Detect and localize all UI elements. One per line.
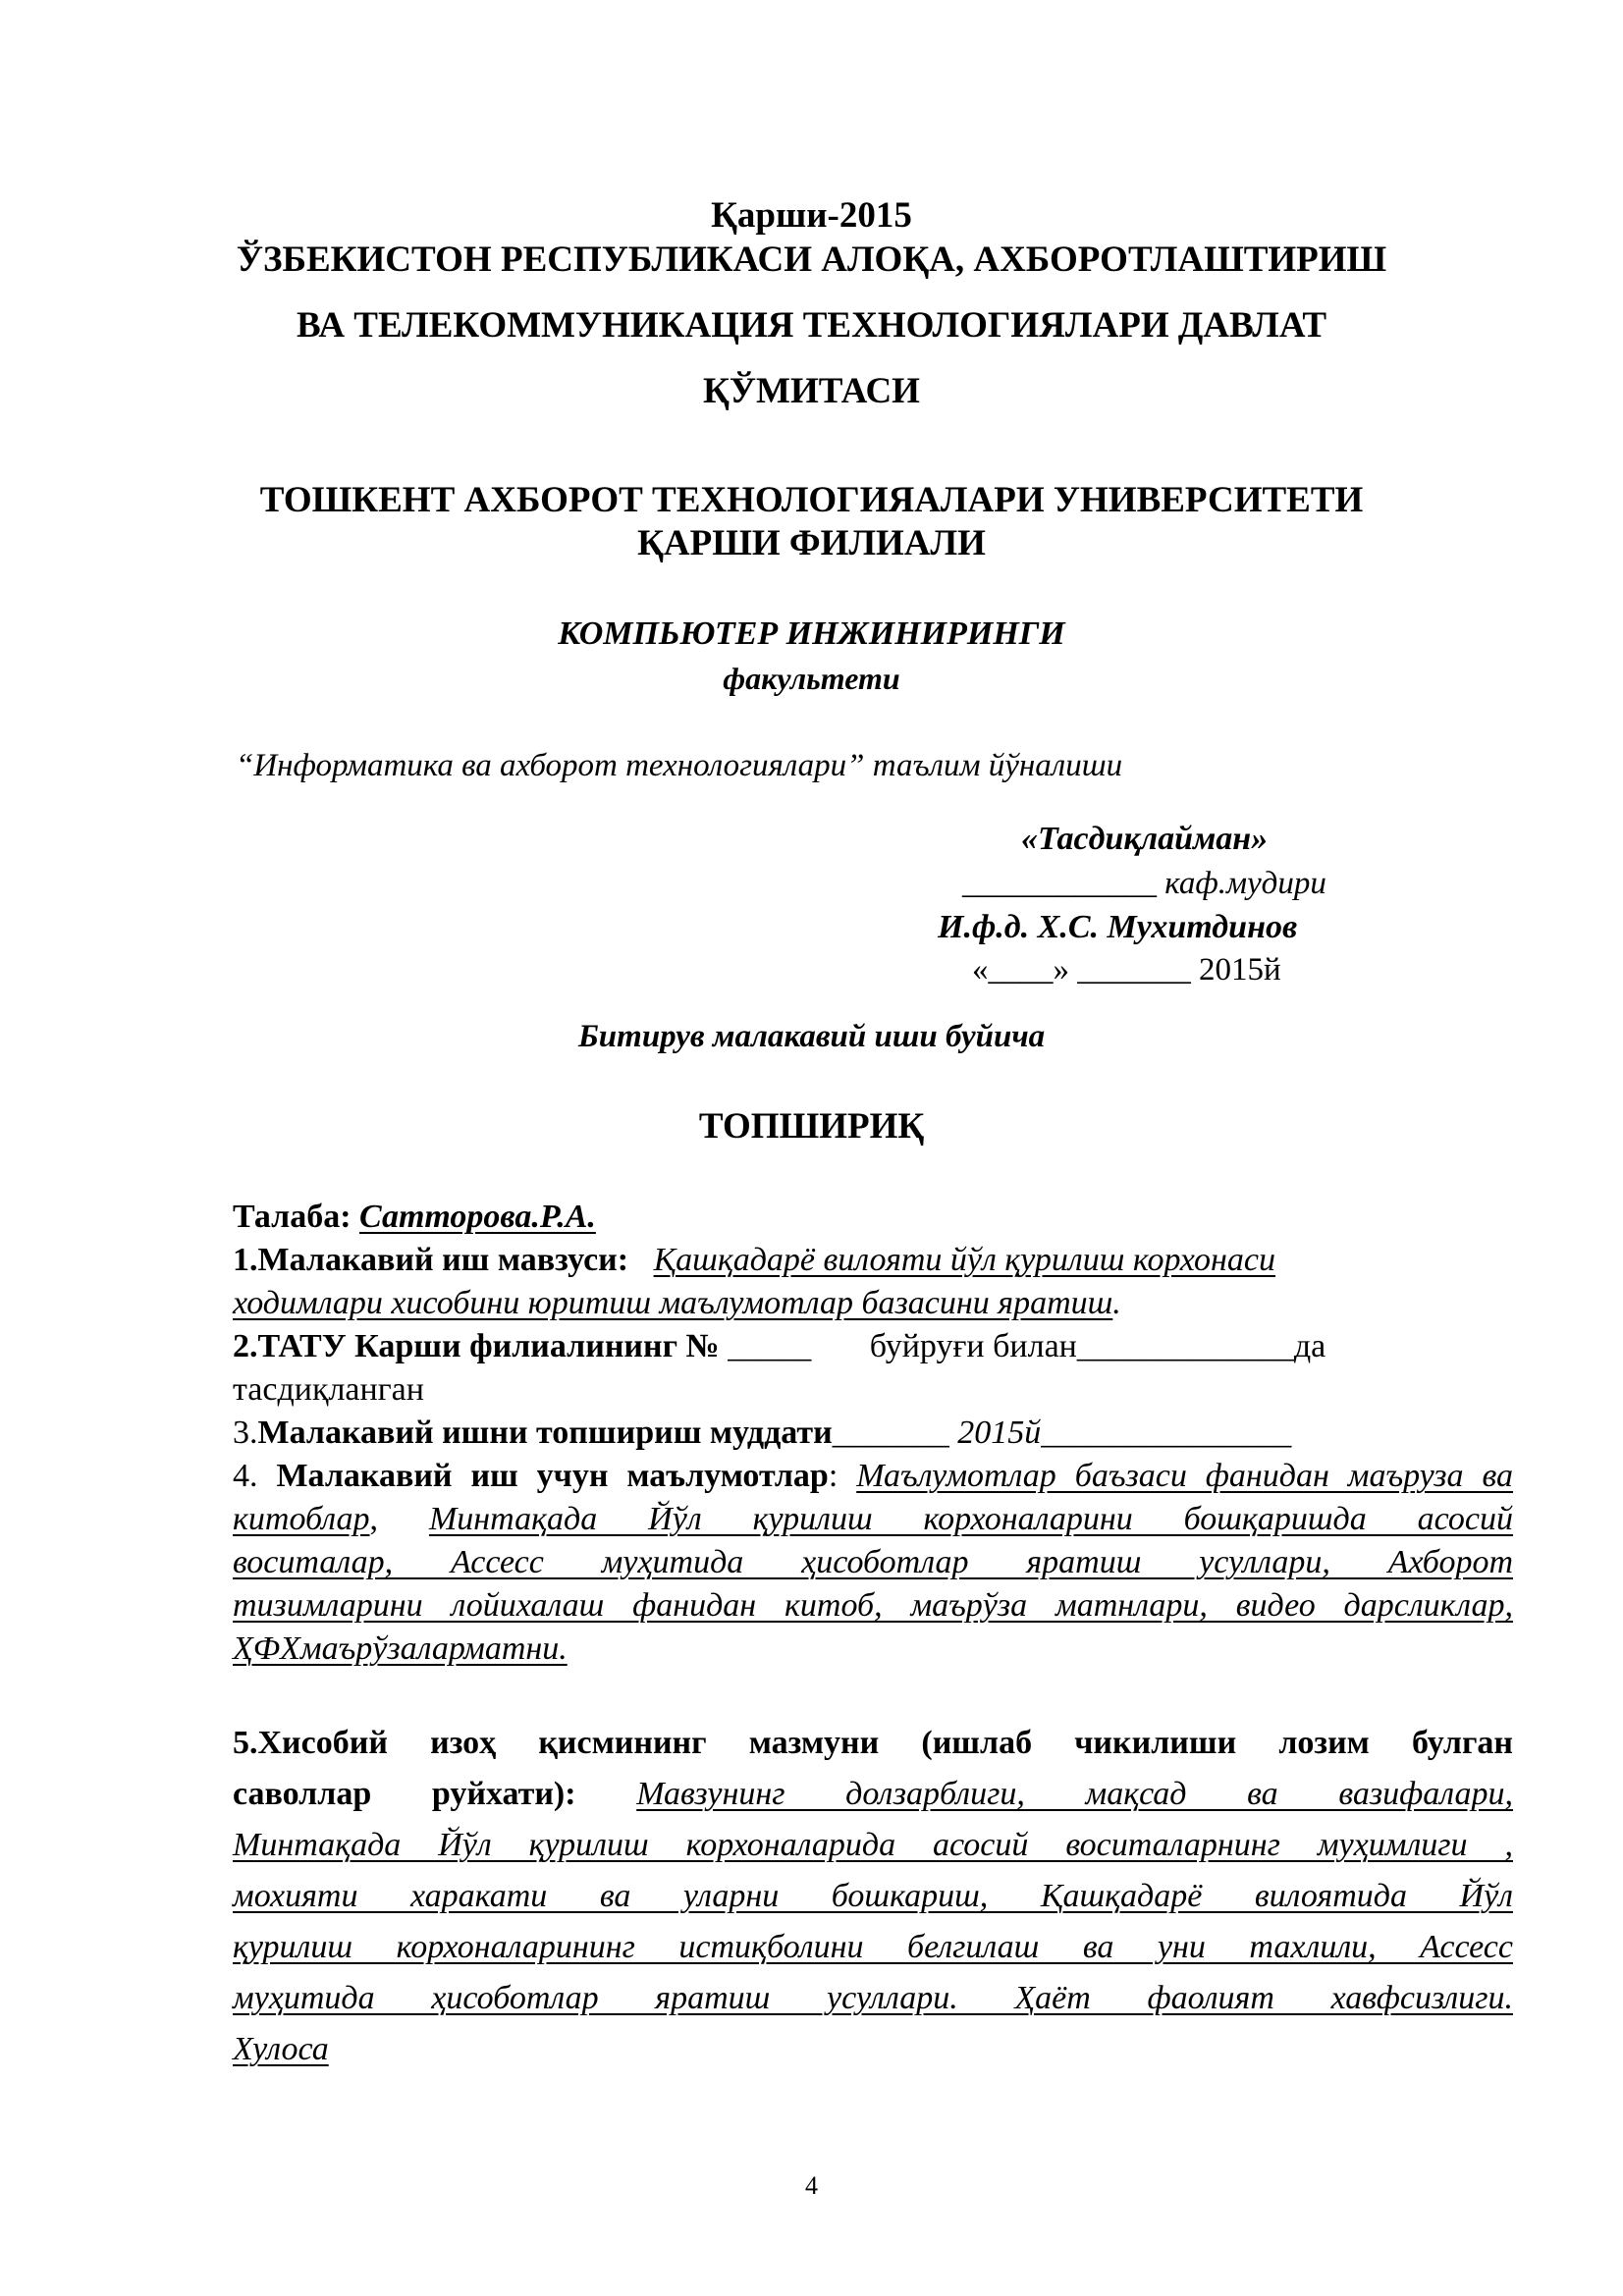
approval-head-line: ____________ каф.мудири — [962, 866, 1326, 901]
item4-label: Малакавий иш учун маълумотлар — [276, 1458, 829, 1494]
item5-line5: қурилиш корхоналарининг истиқболини белгилаш ва уни тахлили, Ассесс — [233, 1929, 1513, 1965]
item3-label: Малакавий ишни топшириш муддати — [257, 1415, 833, 1451]
university-line-2: ҚАРШИ ФИЛИАЛИ — [637, 523, 986, 563]
item5-line3: Минтақада Йўл қурилиш корхоналарида асосий воситаларнинг муҳимлиги , — [233, 1827, 1513, 1863]
item5-line7: Хулоса — [233, 2031, 329, 2067]
subtitle: Битирув малакавий иши буйича — [577, 1019, 1046, 1054]
item1-line2: ходимлари хисобини юритиш маълумотлар базасини яратиш. — [233, 1285, 1121, 1321]
item4-line2b: Минтақада Йўл қурилиш корхоналарини бошқаришда асосий — [428, 1501, 1514, 1537]
item3-year: 2015й — [957, 1415, 1042, 1451]
item1-topic-line1: Қашқадарё вилояти йўл қурилиш корхонаси — [653, 1242, 1276, 1278]
page-number: 4 — [805, 2171, 818, 2200]
item2-label: 2.ТАТУ Карши филиалининг № — [233, 1328, 720, 1364]
item5-label-line1: 5.Хисобий изоҳ қисмининг мазмуни (ишлаб чикилиши лозим булган — [233, 1725, 1513, 1761]
student-row — [233, 1196, 596, 1239]
committee-line-2: ВА ТЕЛЕКОММУНИКАЦИЯ ТЕХНОЛОГИЯЛАРИ ДАВЛАТ — [296, 305, 1327, 346]
approval-date: «____» _______ 2015й — [972, 952, 1281, 988]
item2-line2: тасдиқланган — [233, 1371, 424, 1408]
item4-line1: Маълумотлар баъзаси фанидан маъруза ва — [856, 1458, 1514, 1494]
item1-label: 1.Малакавий иш мавзуси — [233, 1242, 618, 1278]
item4-line2a: китоблар — [233, 1501, 370, 1537]
place-year: Қарши-2015 — [711, 195, 912, 236]
student-name: Сатторова.Р.А. — [359, 1199, 596, 1235]
item4-line4: тизимларини лойихалаш фанидан китоб, маърўза матнлари, видео дарсликлар, — [233, 1587, 1513, 1624]
faculty-name: КОМПЬЮТЕР ИНЖИНИРИНГИ — [558, 615, 1065, 652]
approval-title: «Тасдиқлайман» — [1021, 821, 1269, 857]
item4-block: 4. Малакавий иш учун маълумотлар: Маълумотлар баъзаси фанидан маъруза ва китоблар, Минтақада Йўл қурилиш корхоналарини бошқаришда асосий воситалар, Ассесс муҳитида ҳисоботлар яратиш усуллари, Ахборот тизимларини лойихалаш фанидан китоб, маърўза матнлари, видео дарсликлар, ҲФХмаърўзалармaтни. — [233, 1458, 1514, 1667]
item5-label-line2: саволлар руйхати): — [233, 1776, 576, 1812]
university-line-1: ТОШКЕНТ АХБОРОТ ТЕХНОЛОГИЯАЛАРИ УНИВЕРСИТЕТИ — [259, 480, 1364, 520]
item2-text: буйруғи билан — [869, 1328, 1077, 1364]
item4-line3: воситалар, Ассесс муҳитида ҳисоботлар яратиш усуллари, Ахборот — [233, 1544, 1513, 1580]
item5-text-line2: Мавзунинг долзарблиги, мақсад ва вазифалари, — [636, 1776, 1514, 1812]
student-label: Талаба: — [233, 1199, 352, 1235]
faculty-word: факультети — [723, 661, 900, 696]
committee-line-1: ЎЗБЕКИСТОН РЕСПУБЛИКАСИ АЛОҚА, АХБОРОТЛАШТИРИШ — [236, 240, 1387, 280]
item3-line: 3.Малакавий ишни топшириш муддати_______ 2015й_______________ — [233, 1415, 1292, 1451]
item5-line6: муҳитида ҳисоботлар яратиш усуллари. Ҳаёт фаолият хавфсизлиги. — [233, 1980, 1513, 2016]
item1-topic-line2: ходимлари хисобини юритиш маълумотлар базасини яратиш — [233, 1285, 1113, 1321]
study-direction: “Информатика ва ахборот технологиялари” таълим йўналиши — [236, 748, 1123, 783]
document-title: ТОПШИРИҚ — [698, 1106, 925, 1147]
approval-head-name: И.ф.д. Х.С. Мухитдинов — [938, 909, 1298, 945]
item1-line1: 1.Малакавий иш мавзуси: Қашқадарё вилояти йўл қурилиш корхонаси — [233, 1242, 1276, 1278]
item2-line1: 2.ТАТУ Карши филиалининг № _____ буйруғи билан_____________да — [233, 1328, 1326, 1364]
item5-line4: мохияти харакати ва уларни бошкариш, Қашқадарё вилоятида Йўл — [233, 1878, 1513, 1914]
committee-line-3: ҚЎМИТАСИ — [703, 371, 920, 411]
item5-block — [233, 1718, 1513, 2075]
item4-line5: ҲФХмаърўзалармaтни. — [233, 1630, 568, 1667]
